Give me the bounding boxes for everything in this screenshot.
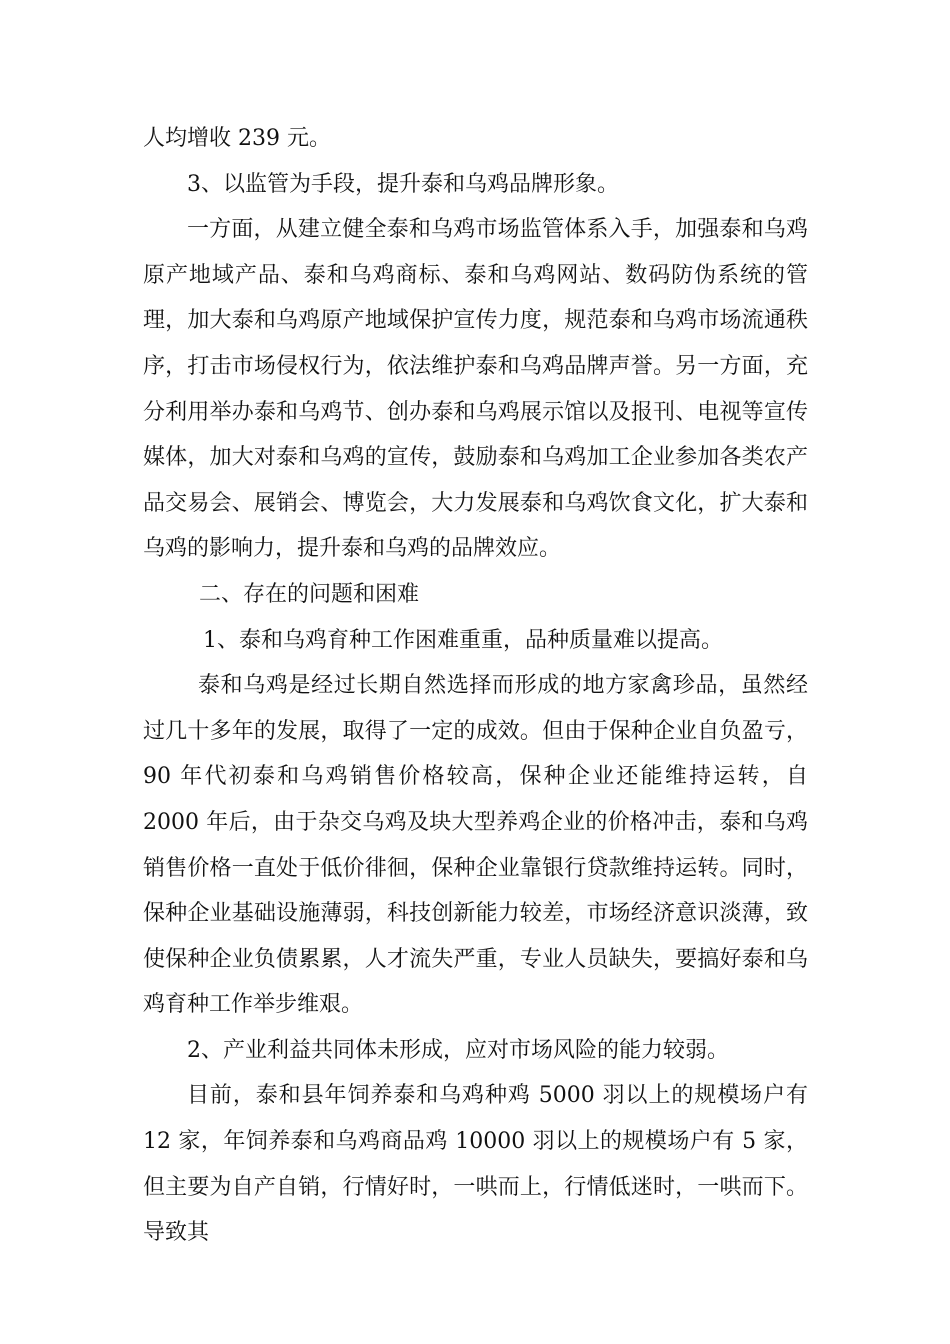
paragraph-industry: 目前，泰和县年饲养泰和乌鸡种鸡 5000 羽以上的规模场户有 12 家，年饲养泰和乌鸡商品鸡 10000 羽以上的规模场户有 5 家，但主要为自产自销，行情好时，一哄而上，行情低迷时，一哄而下。导致其 <box>143 1083 808 1246</box>
paragraph-continuation: 人均增收 239 元。 <box>143 126 331 151</box>
section-heading-problems: 二、存在的问题和困难 <box>199 581 420 607</box>
paragraph-breeding: 泰和乌鸡是经过长期自然选择而形成的地方家禽珍品，虽然经过几十多年的发展，取得了一定的成效。但由于保种企业自负盈亏，90 年代初泰和乌鸡销售价格较高，保种企业还能维持运转，自 2000 年后，由于杂交乌鸡及块大型养鸡企业的价格冲击，泰和乌鸡销售价格一直处于低价徘徊，保种企业靠银行贷款维持运转。同时，保种企业基础设施薄弱，科技创新能力较差，市场经济意识淡薄，致使保种企业负债累累，人才流失严重，专业人员缺失，要搞好泰和乌鸡育种工作举步维艰。 <box>143 673 808 1018</box>
subheading-industry: 2、产业利益共同体未形成，应对市场风险的能力较弱。 <box>187 1037 729 1063</box>
document-body <box>143 116 808 1256</box>
subheading-breeding: 1、泰和乌鸡育种工作困难重重，品种质量难以提高。 <box>203 627 723 653</box>
subheading-supervision: 3、以监管为手段，提升泰和乌鸡品牌形象。 <box>187 171 619 197</box>
paragraph-supervision: 一方面，从建立健全泰和乌鸡市场监管体系入手，加强泰和乌鸡原产地域产品、泰和乌鸡商标、泰和乌鸡网站、数码防伪系统的管理，加大泰和乌鸡原产地域保护宣传力度，规范泰和乌鸡市场流通秩序，打击市场侵权行为，依法维护泰和乌鸡品牌声誉。另一方面，充分利用举办泰和乌鸡节、创办泰和乌鸡展示馆以及报刊、电视等宣传媒体，加大对泰和乌鸡的宣传，鼓励泰和乌鸡加工企业参加各类农产品交易会、展销会、博览会，大力发展泰和乌鸡饮食文化，扩大泰和乌鸡的影响力，提升泰和乌鸡的品牌效应。 <box>143 217 808 562</box>
